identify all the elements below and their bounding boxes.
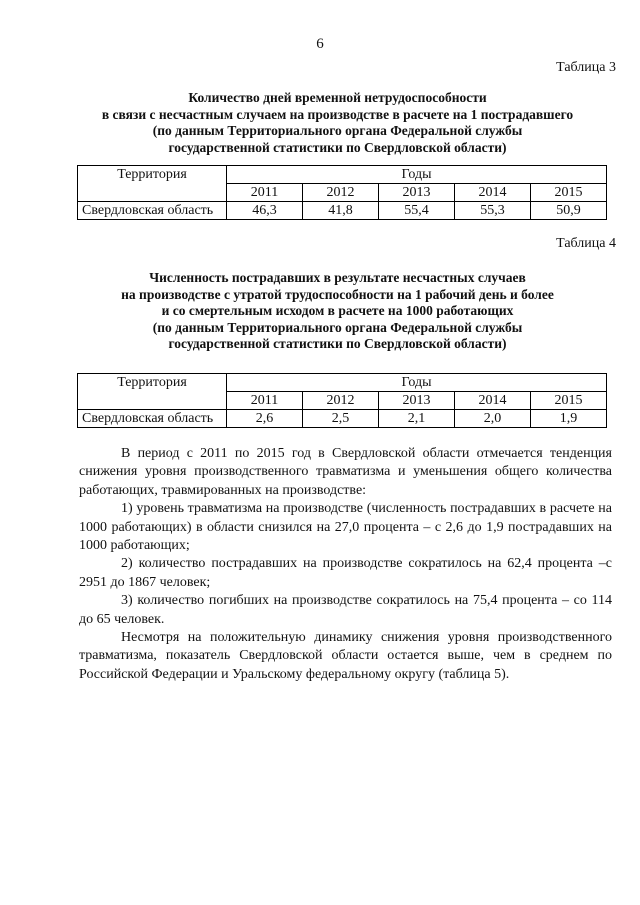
years-header: Годы	[227, 374, 607, 392]
year-cell: 2014	[455, 184, 531, 202]
table3-label: Таблица 3	[556, 60, 616, 75]
value-cell: 1,9	[531, 410, 607, 428]
table4	[77, 373, 607, 428]
table4-title	[60, 270, 615, 353]
territory-header: Территория	[78, 166, 227, 202]
territory-header: Территория	[78, 374, 227, 410]
year-cell: 2014	[455, 392, 531, 410]
body-text	[79, 445, 612, 684]
table3-title-line: государственной статистики по Свердловской области)	[168, 139, 507, 155]
year-cell: 2012	[303, 184, 379, 202]
table-row	[78, 202, 607, 220]
table4-title-line: (по данным Территориального органа Федеральной службы	[152, 319, 523, 335]
value-cell: 2,1	[379, 410, 455, 428]
years-header: Годы	[227, 166, 607, 184]
value-cell: 55,4	[379, 202, 455, 220]
year-cell: 2012	[303, 392, 379, 410]
table4-label: Таблица 4	[556, 236, 616, 251]
value-cell: 55,3	[455, 202, 531, 220]
year-cell: 2011	[227, 392, 303, 410]
value-cell: 41,8	[303, 202, 379, 220]
table3	[77, 165, 607, 220]
paragraph: 1) уровень травматизма на производстве (численность пострадавших в расчете на 1000 работающих) в области снизился на 27,0 процента – с 2,6 до 1,9 пострадавших на 1000 работающих;	[79, 501, 612, 554]
paragraph: 3) количество погибших на производстве сократилось на 75,4 процента – со 114 до 65 человек.	[79, 593, 612, 627]
table4-title-line: Численность пострадавших в результате несчастных случаев	[149, 270, 526, 285]
table-row	[78, 410, 607, 428]
paragraph: Несмотря на положительную динамику снижения уровня производственного травматизма, показатель Свердловской области остается выше, чем в среднем по Российской Федерации и Уральскому федеральному округу (таблица 5).	[79, 630, 612, 682]
value-cell: 2,5	[303, 410, 379, 428]
year-cell: 2013	[379, 392, 455, 410]
table4-title-line: на производстве с утратой трудоспособности на 1 рабочий день и более	[121, 286, 554, 302]
row-label: Свердловская область	[78, 202, 227, 220]
table-header-row	[78, 166, 607, 184]
value-cell: 46,3	[227, 202, 303, 220]
table3-title-line: в связи с несчастным случаем на производстве в расчете на 1 пострадавшего	[101, 106, 574, 122]
page-number: 6	[316, 36, 324, 52]
table3-title-line: (по данным Территориального органа Федеральной службы	[152, 123, 523, 138]
paragraph: В период с 2011 по 2015 год в Свердловской области отмечается тенденция снижения уровня производственного травматизма и уменьшения общего количества работающих, травмированных на производстве:	[79, 446, 612, 498]
table3-title	[60, 90, 615, 156]
value-cell: 2,0	[455, 410, 531, 428]
paragraph: 2) количество пострадавших на производстве сократилось на 62,4 процента –с 2951 до 1867 человек;	[79, 556, 612, 590]
row-label: Свердловская область	[78, 410, 227, 428]
table4-title-line: государственной статистики по Свердловской области)	[168, 336, 507, 351]
value-cell: 50,9	[531, 202, 607, 220]
value-cell: 2,6	[227, 410, 303, 428]
year-cell: 2015	[531, 184, 607, 202]
table4-title-line: и со смертельным исходом в расчете на 1000 работающих	[161, 303, 514, 318]
year-cell: 2015	[531, 392, 607, 410]
year-cell: 2011	[227, 184, 303, 202]
year-cell: 2013	[379, 184, 455, 202]
table-header-row	[78, 374, 607, 392]
table3-title-line: Количество дней временной нетрудоспособности	[188, 90, 487, 105]
